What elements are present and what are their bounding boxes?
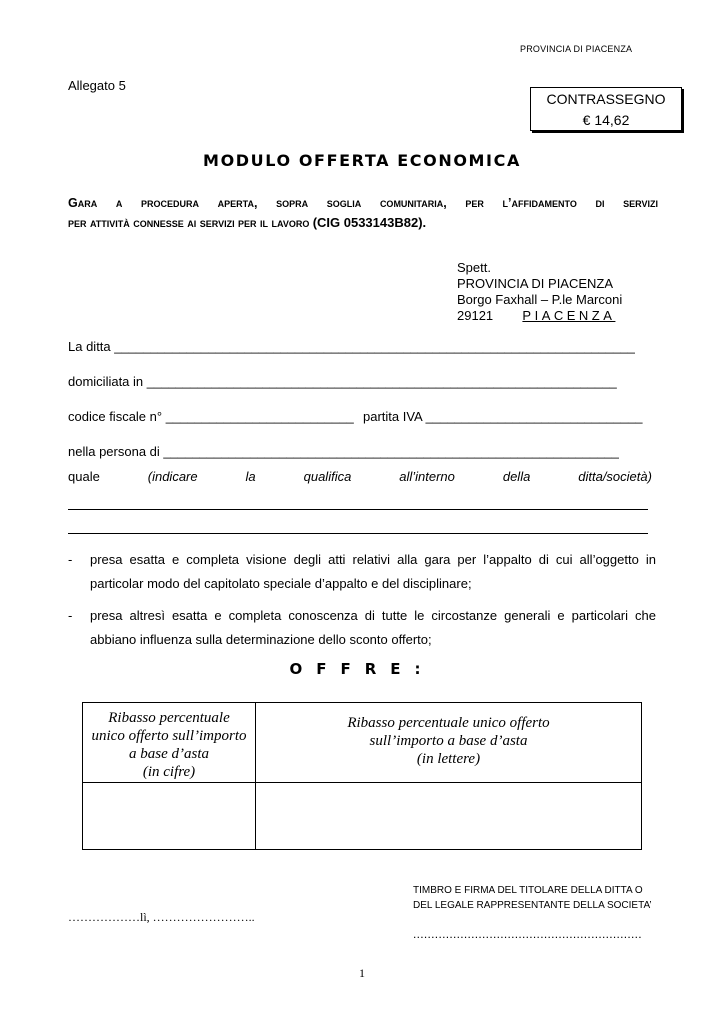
gara-word: sopra xyxy=(276,196,309,210)
header-province: PROVINCIA DI PIACENZA xyxy=(520,44,633,54)
header-text: (in cifre) xyxy=(142,764,196,780)
gara-word: a xyxy=(115,196,123,210)
timbro-line-1: TIMBRO E FIRMA DEL TITOLARE DELLA DITTA O xyxy=(413,885,643,896)
allegato-label: Allegato 5 xyxy=(68,78,126,93)
bullet-item xyxy=(68,548,656,596)
gara-word: soglia xyxy=(326,196,362,210)
qualifica-word: (indicare xyxy=(147,469,198,484)
address-line-4 xyxy=(457,308,622,324)
offer-table xyxy=(82,702,642,850)
persona-field[interactable]: nella persona di _______________________________________________________________ xyxy=(68,444,619,459)
document-title: MODULO OFFERTA ECONOMICA xyxy=(203,151,521,170)
gara-word: comunitaria, xyxy=(379,196,447,210)
gara-cig: (CIG 0533143B82). xyxy=(312,215,427,230)
partita-iva-field[interactable]: partita IVA ______________________________ xyxy=(363,409,643,424)
bullet-text: presa altresì esatta e completa conoscenza di tutte le circostanze generali e particolari che abbiano influenza sulla determinazione dello sconto offerto; xyxy=(90,608,656,647)
address-line-1: Spett. xyxy=(457,260,491,275)
address-cap: 29121 xyxy=(457,308,494,323)
timbro-line-2: DEL LEGALE RAPPRESENTANTE DELLA SOCIETA’ xyxy=(413,900,652,911)
header-text: unico offerto sull’importo xyxy=(91,728,247,744)
qualifica-word: la xyxy=(245,469,256,484)
ditta-field[interactable]: La ditta ________________________________________________________________________ xyxy=(68,339,635,354)
qualifica-label: quale xyxy=(68,469,100,484)
gara-word: l’affidamento xyxy=(502,196,577,210)
qualifica-row xyxy=(68,469,652,484)
gara-word: di xyxy=(595,196,605,210)
page-number: 1 xyxy=(359,966,365,980)
qualifica-blank-line[interactable] xyxy=(68,533,648,534)
gara-word: per xyxy=(465,196,484,210)
firma-field[interactable]: ............................................................... xyxy=(413,927,642,941)
timbro-firma-label xyxy=(413,883,652,913)
offre-heading: OFFRE: xyxy=(289,660,435,678)
header-text: (in lettere) xyxy=(416,751,481,767)
contrassegno-box xyxy=(530,87,682,131)
gara-word: procedura xyxy=(141,196,200,210)
address-line-2: PROVINCIA DI PIACENZA xyxy=(457,276,614,291)
offer-table-header-row xyxy=(83,703,642,783)
qualifica-word: all’interno xyxy=(399,469,455,484)
bullet-dash: - xyxy=(68,608,73,623)
bullet-dash: - xyxy=(68,552,73,567)
qualifica-blank-line[interactable] xyxy=(68,509,648,510)
gara-word: servizi xyxy=(623,196,658,210)
gara-line-1 xyxy=(68,193,658,213)
header-cell-lettere xyxy=(256,703,642,783)
gara-description xyxy=(68,193,658,233)
address-line-3: Borgo Faxhall – P.le Marconi xyxy=(457,292,623,307)
recipient-address xyxy=(457,260,622,324)
header-text: Ribasso percentuale unico offerto xyxy=(347,715,550,731)
qualifica-word: della xyxy=(502,469,531,484)
ribasso-cifre-input[interactable] xyxy=(83,783,256,850)
gara-line-2 xyxy=(68,213,658,233)
gara-word: Gara xyxy=(68,196,98,210)
qualifica-word: ditta/società) xyxy=(578,469,652,484)
address-city: PIACENZA xyxy=(522,308,616,323)
gara-line-2-text: per attività connesse ai servizi per il lavoro xyxy=(68,216,310,230)
header-text: a base d’asta xyxy=(129,746,209,762)
header-text: Ribasso percentuale xyxy=(108,710,230,726)
ribasso-lettere-input[interactable] xyxy=(256,783,642,850)
domiciliata-field[interactable]: domiciliata in _________________________________________________________________ xyxy=(68,374,617,389)
contrassegno-amount: € 14,62 xyxy=(582,112,630,128)
header-cell-cifre xyxy=(83,703,256,783)
contrassegno-label: CONTRASSEGNO xyxy=(546,91,666,107)
header-text: sull’importo a base d’asta xyxy=(369,733,528,749)
gara-word: aperta, xyxy=(217,196,258,210)
offer-table-input-row xyxy=(83,783,642,850)
bullet-text: presa esatta e completa visione degli atti relativi alla gara per l’appalto di cui all’oggetto in particolar modo del capitolato speciale d’appalto e del disciplinare; xyxy=(90,552,656,591)
luogo-data-field[interactable]: ………………lì, …………………….. xyxy=(68,910,255,924)
codice-fiscale-field[interactable]: codice fiscale n° __________________________ xyxy=(68,409,354,424)
qualifica-word: qualifica xyxy=(303,469,352,484)
bullet-item xyxy=(68,604,656,652)
